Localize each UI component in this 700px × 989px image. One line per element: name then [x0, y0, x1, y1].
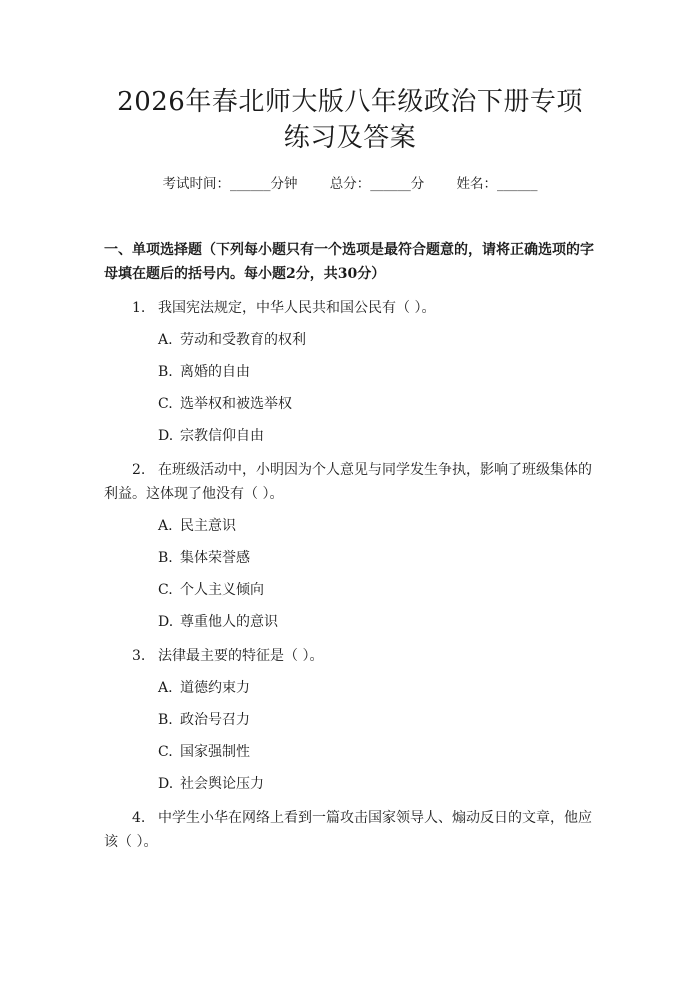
student-name-blank: ______	[497, 176, 538, 192]
document-title: 2026年春北师大版八年级政治下册专项练习及答案	[117, 87, 583, 153]
option-text: 个人主义倾向	[180, 582, 264, 598]
exam-time-field	[162, 174, 297, 194]
exam-time-unit: 分钟	[270, 176, 298, 192]
option-text: 社会舆论压力	[180, 776, 264, 792]
option-c	[104, 740, 596, 764]
option-d	[104, 772, 596, 796]
total-score-blank: ______	[370, 176, 411, 192]
question-number: 1.	[132, 300, 146, 316]
option-text: 政治号召力	[180, 712, 250, 728]
option-label: C.	[158, 582, 173, 598]
option-label: C.	[158, 396, 173, 412]
option-a	[104, 328, 596, 352]
question-list	[104, 296, 596, 854]
document-page	[0, 84, 700, 989]
section-heading: 一、单项选择题（下列每小题只有一个选项是最符合题意的，请将正确选项的字母填在题后的括号内。每小题2分，共30分）	[104, 242, 594, 282]
option-text: 道德约束力	[180, 680, 250, 696]
option-text: 民主意识	[180, 518, 236, 534]
total-score-label: 总分：	[329, 176, 371, 192]
option-list	[104, 676, 596, 796]
question-number: 3.	[132, 648, 146, 664]
option-text: 离婚的自由	[180, 364, 250, 380]
option-list	[104, 514, 596, 634]
question-number: 2.	[132, 462, 146, 478]
exam-time-blank: ______	[229, 176, 271, 192]
question-text: 法律最主要的特征是（ ）。	[158, 648, 324, 664]
option-label: D.	[158, 614, 174, 630]
question-4	[104, 806, 596, 854]
option-label: D.	[158, 428, 174, 444]
option-b	[104, 546, 596, 570]
option-label: A.	[158, 680, 173, 696]
option-b	[104, 708, 596, 732]
question-number: 4.	[132, 810, 146, 826]
option-c	[104, 392, 596, 416]
exam-info	[104, 174, 596, 194]
option-b	[104, 360, 596, 384]
option-text: 尊重他人的意识	[180, 614, 278, 630]
option-a	[104, 676, 596, 700]
option-a	[104, 514, 596, 538]
question-text: 我国宪法规定，中华人民共和国公民有（ ）。	[158, 300, 436, 316]
student-name-field	[457, 174, 538, 194]
question-3	[104, 644, 596, 668]
question-1	[104, 296, 596, 320]
student-name-label: 姓名：	[456, 176, 498, 192]
option-label: B.	[158, 712, 173, 728]
option-label: B.	[158, 550, 173, 566]
option-list	[104, 328, 596, 448]
option-text: 劳动和受教育的权利	[180, 332, 306, 348]
option-text: 选举权和被选举权	[180, 396, 292, 412]
total-score-field	[330, 174, 425, 194]
exam-time-label: 考试时间：	[162, 176, 230, 192]
option-text: 集体荣誉感	[180, 550, 250, 566]
option-label: D.	[158, 776, 174, 792]
option-d	[104, 424, 596, 448]
total-score-unit: 分	[410, 176, 425, 192]
option-label: B.	[158, 364, 173, 380]
option-text: 宗教信仰自由	[180, 428, 264, 444]
option-label: A.	[158, 518, 173, 534]
question-2	[104, 458, 596, 506]
question-text: 中学生小华在网络上看到一篇攻击国家领导人、煽动反日的文章，他应该（ ）。	[104, 810, 592, 850]
option-label: A.	[158, 332, 173, 348]
option-d	[104, 610, 596, 634]
option-label: C.	[158, 744, 173, 760]
question-text: 在班级活动中，小明因为个人意见与同学发生争执，影响了班级集体的利益。这体现了他没有（ ）。	[104, 462, 592, 502]
option-text: 国家强制性	[180, 744, 250, 760]
option-c	[104, 578, 596, 602]
